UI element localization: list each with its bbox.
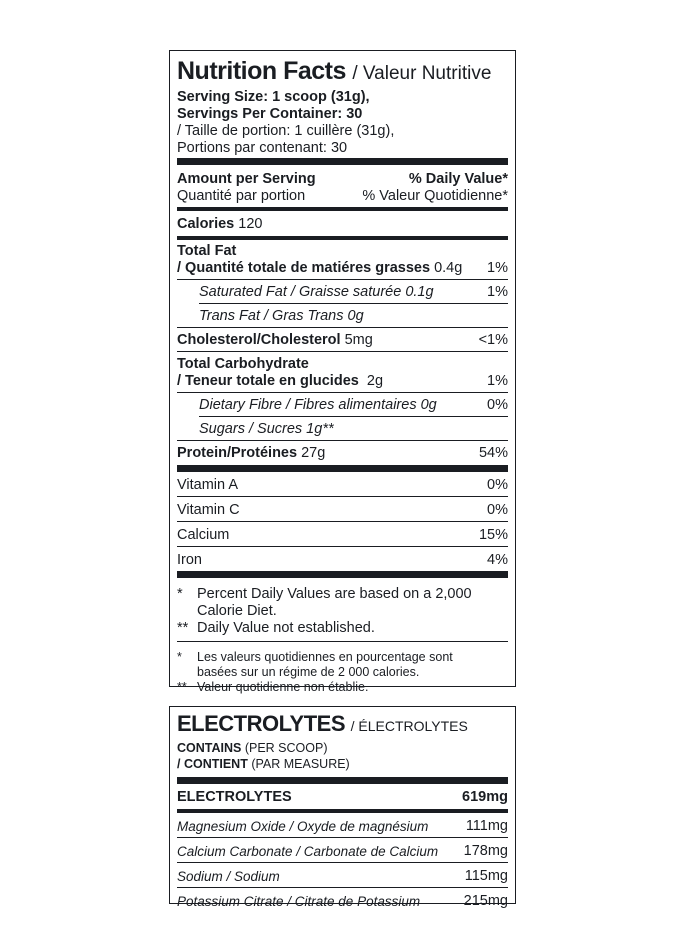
- electrolytes-title: ELECTROLYTES / ÉLECTROLYTES: [177, 711, 468, 736]
- vitamin-row: [177, 472, 508, 497]
- cholesterol-amount: 5mg: [344, 332, 373, 348]
- total-fat-label: Total Fat: [177, 243, 237, 259]
- trans-fat-row: [199, 304, 508, 327]
- cholesterol-label: Cholesterol/Cholesterol: [177, 332, 341, 348]
- sugars-row: [199, 417, 508, 440]
- total-fat-amount: 0.4g: [434, 260, 463, 276]
- saturated-fat-dv: 1%: [487, 284, 508, 300]
- carbohydrate-label-fr: / Teneur totale en glucides: [177, 373, 359, 389]
- amount-header: [177, 165, 508, 211]
- vitamin-label: Vitamin A: [177, 477, 238, 493]
- vitamin-dv: 15%: [478, 527, 508, 543]
- vitamin-row: [177, 522, 508, 547]
- electrolyte-row: [177, 813, 508, 838]
- vitamin-row: [177, 497, 508, 522]
- electrolytes-total-value: 619mg: [462, 789, 508, 805]
- calories-row: [177, 211, 508, 240]
- electrolyte-label: Potassium Citrate / Citrate de Potassium: [177, 894, 421, 909]
- serving-size-fr: / Taille de portion: 1 cuillère (31g),: [177, 123, 395, 139]
- footnote: ** Daily Value not established.: [177, 620, 375, 636]
- fibre-label: Dietary Fibre / Fibres alimentaires 0g: [199, 397, 437, 413]
- footnotes-fr: [177, 642, 508, 699]
- electrolyte-label: Magnesium Oxide / Oxyde de magnésium: [177, 819, 429, 834]
- nutrition-title: Nutrition Facts / Valeur Nutritive: [177, 57, 492, 85]
- servings-per-container: Servings Per Container: 30: [177, 106, 363, 122]
- sugars-label: Sugars / Sucres 1g**: [199, 421, 334, 437]
- amount-label: Amount per Serving: [177, 171, 316, 187]
- electrolyte-value: 215mg: [463, 893, 508, 909]
- vitamin-dv: 4%: [487, 552, 508, 568]
- vitamin-label: Vitamin C: [177, 502, 240, 518]
- calories-label: Calories: [177, 216, 235, 232]
- cholesterol-dv: <1%: [478, 332, 508, 348]
- vitamin-label: Iron: [177, 552, 202, 568]
- protein-row: [177, 440, 508, 472]
- vitamin-label: Calcium: [177, 527, 230, 543]
- carbohydrate-label: Total Carbohydrate: [177, 356, 309, 372]
- electrolyte-value: 111mg: [465, 818, 508, 834]
- calories-value: 120: [238, 216, 263, 232]
- footnote: * Percent Daily Values are based on a 2,000 Calorie Diet.: [177, 586, 472, 619]
- protein-dv: 54%: [478, 445, 508, 461]
- trans-fat-label: Trans Fat / Gras Trans 0g: [199, 308, 364, 324]
- footnote: ** Valeur quotidienne non établie.: [177, 680, 369, 694]
- footnotes-en: [177, 578, 508, 642]
- vitamin-dv: 0%: [487, 502, 508, 518]
- serving-size: Serving Size: 1 scoop (31g),: [177, 89, 370, 105]
- electrolyte-row: [177, 888, 508, 912]
- carbohydrate-amount: 2g: [366, 373, 384, 389]
- servings-fr: Portions par contenant: 30: [177, 140, 348, 156]
- dv-label-fr: % Valeur Quotidienne*: [362, 188, 508, 204]
- electrolyte-label: Sodium / Sodium: [177, 869, 280, 884]
- dv-label: % Daily Value*: [408, 171, 508, 187]
- nutrition-facts-panel: [169, 50, 516, 694]
- electrolytes-total-label: ELECTROLYTES: [177, 789, 292, 805]
- electrolytes-total-row: [177, 784, 508, 813]
- carbohydrate-dv: 1%: [487, 373, 508, 389]
- electrolyte-row: [177, 863, 508, 888]
- saturated-fat-row: [199, 280, 508, 304]
- protein-amount: 27g: [301, 445, 326, 461]
- cholesterol-row: [177, 327, 508, 352]
- amount-label-fr: Quantité par portion: [177, 188, 306, 204]
- electrolyte-row: [177, 838, 508, 863]
- electrolyte-value: 178mg: [463, 843, 508, 859]
- serving-info: [177, 89, 508, 165]
- fibre-row: [199, 393, 508, 417]
- electrolyte-value: 115mg: [464, 868, 508, 884]
- vitamin-dv: 0%: [487, 477, 508, 493]
- electrolytes-panel: [169, 706, 516, 909]
- carbohydrate-row: [177, 352, 508, 393]
- electrolyte-label: Calcium Carbonate / Carbonate de Calcium: [177, 844, 439, 859]
- protein-label: Protein/Protéines: [177, 445, 298, 461]
- fibre-dv: 0%: [487, 397, 508, 413]
- saturated-fat-label: Saturated Fat / Graisse saturée 0.1g: [199, 284, 434, 300]
- total-fat-dv: 1%: [487, 260, 508, 276]
- footnote: * Les valeurs quotidiennes en pourcentage sont basées sur un régime de 2 000 calories.: [177, 650, 453, 679]
- total-fat-label-fr: / Quantité totale de matiéres grasses: [177, 260, 431, 276]
- vitamin-row: [177, 547, 508, 578]
- total-fat-row: [177, 240, 508, 280]
- contains-info: CONTAINS (PER SCOOP) / CONTIENT (PAR MEASURE): [177, 740, 508, 784]
